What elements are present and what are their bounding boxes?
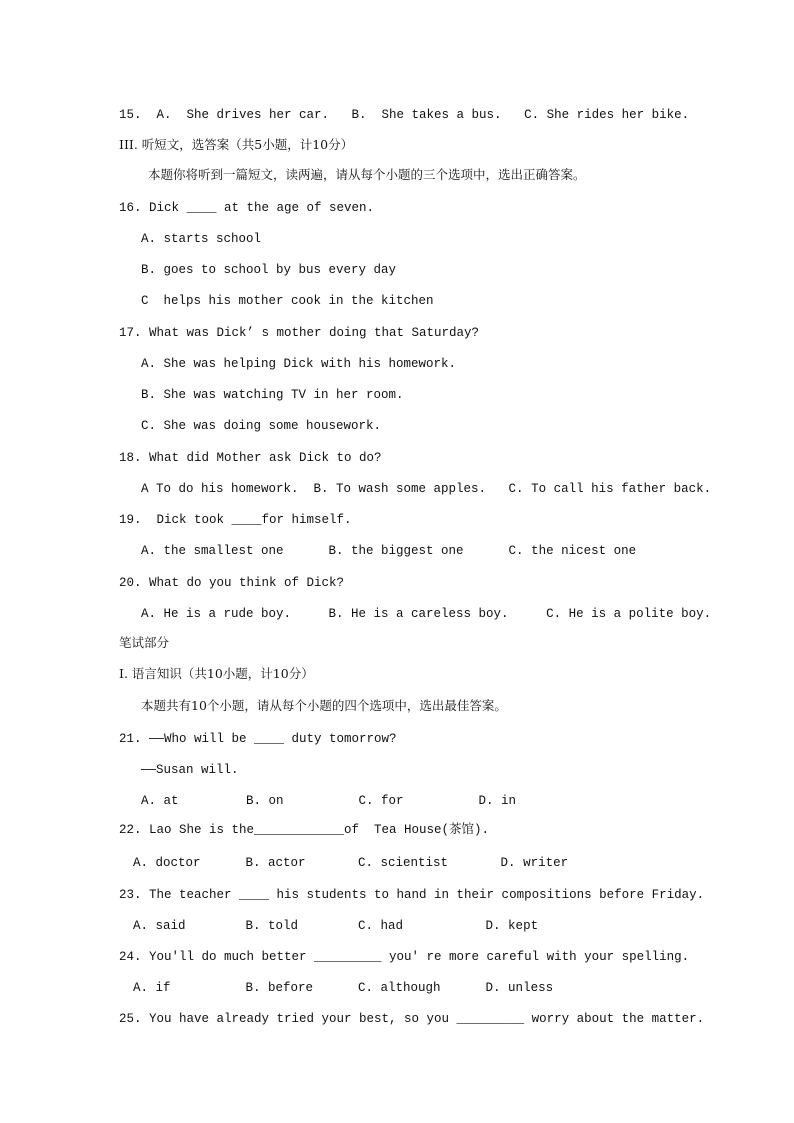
question-24-options: A. if B. before C. although D. unless (133, 981, 554, 995)
question-20-options: A. He is a rude boy. B. He is a careless boy. C. He is a polite boy. (141, 607, 712, 621)
section-i-instructions: 本题共有10个小题，请从每个小题的四个选项中，选出最佳答案。 (141, 698, 507, 713)
question-15-options: 15. A. She drives her car. B. She takes a bus. C. She rides her bike. (119, 108, 690, 122)
question-16: 16. Dick ____ at the age of seven. (119, 201, 375, 215)
question-25: 25. You have already tried your best, so you _________ worry about the matter. (119, 1012, 705, 1026)
question-17-option-a: A. She was helping Dick with his homework. (141, 357, 457, 371)
question-21-options: A. at B. on C. for D. in (141, 794, 517, 808)
question-17-option-b: B. She was watching TV in her room. (141, 388, 404, 402)
section-iii-instructions: 本题你将听到一篇短文，读两遍，请从每个小题的三个选项中，选出正确答案。 (148, 167, 586, 182)
question-19-options: A. the smallest one B. the biggest one C. the nicest one (141, 544, 637, 558)
written-part-heading: 笔试部分 (119, 635, 170, 650)
question-24: 24. You'll do much better _________ you' re more careful with your spelling. (119, 950, 690, 964)
question-19: 19. Dick took ____for himself. (119, 513, 352, 527)
question-16-option-b: B. goes to school by bus every day (141, 263, 397, 277)
question-16-option-c: C helps his mother cook in the kitchen (141, 294, 434, 308)
question-17: 17. What was Dick’ s mother doing that Saturday? (119, 326, 480, 340)
question-22-options: A. doctor B. actor C. scientist D. writer (133, 856, 569, 870)
question-22: 22. Lao She is the____________of Tea House(茶馆). (119, 823, 490, 837)
question-20: 20. What do you think of Dick? (119, 576, 345, 590)
section-iii-heading: III. 听短文，选答案（共5小题，计10分） (119, 137, 354, 152)
section-i-heading: I. 语言知识（共10小题，计10分） (119, 666, 314, 681)
question-17-option-c: C. She was doing some housework. (141, 419, 382, 433)
question-23: 23. The teacher ____ his students to hand in their compositions before Friday. (119, 888, 705, 902)
question-18: 18. What did Mother ask Dick to do? (119, 451, 382, 465)
question-16-option-a: A. starts school (141, 232, 262, 246)
question-18-options: A To do his homework. B. To wash some apples. C. To call his father back. (141, 482, 712, 496)
question-23-options: A. said B. told C. had D. kept (133, 919, 539, 933)
question-21: 21. ——Who will be ____ duty tomorrow? (119, 732, 397, 746)
question-21-answer-line: ——Susan will. (141, 763, 239, 777)
